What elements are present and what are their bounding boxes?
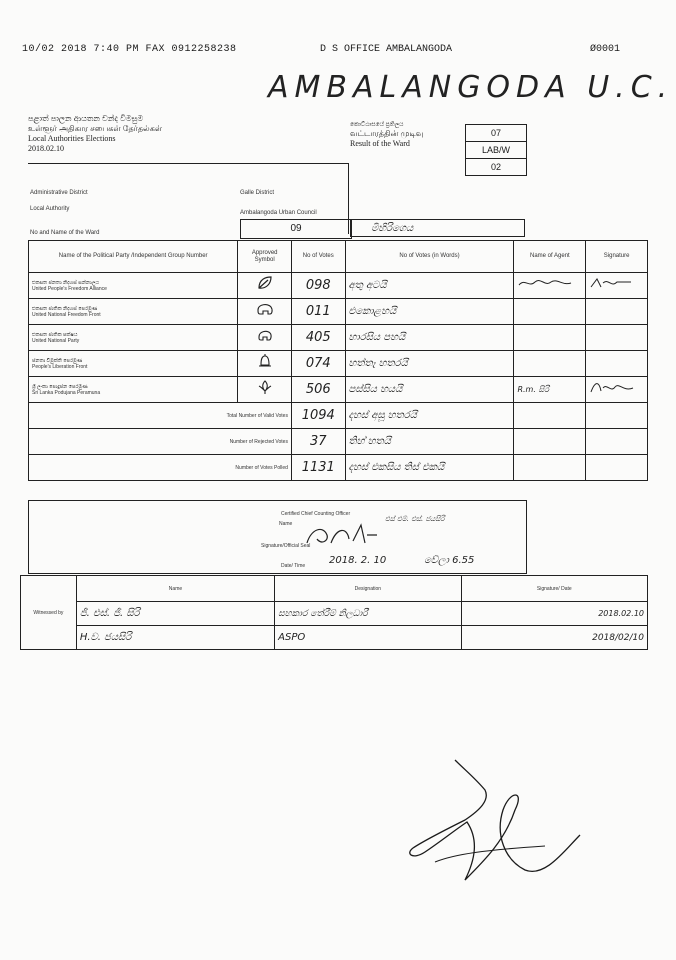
result-header — [350, 122, 423, 149]
party-name-si: ජනතා විමුක්ති පෙරමුණ — [32, 357, 83, 364]
date-time-label: Date/ Time — [281, 563, 306, 569]
party-name-si: එකසත ජාතික නිදහස් පෙරමුණ — [32, 305, 98, 312]
local-authority-value: Ambalangoda Urban Council — [240, 210, 317, 216]
party-row — [29, 325, 648, 351]
certified-date: 2018. 2. 10 — [329, 555, 387, 566]
officer-signature — [301, 521, 381, 551]
election-header-tamil: உள்ளூர் அதிகார சபைகள் தேர்தல்கள் — [28, 124, 163, 133]
party-votes-words: හත්තෑ හතරයි — [345, 351, 514, 377]
result-header-english: Result of the Ward — [350, 139, 410, 148]
admin-district-label: Administrative District — [30, 190, 88, 196]
witness-label: Witnessed by — [21, 576, 77, 650]
lotus-symbol-icon — [256, 379, 274, 395]
party-votes: 506 — [291, 377, 345, 403]
totals-label: Number of Rejected Votes — [29, 429, 292, 455]
signature-seal-label: Signature/Official Seal — [261, 543, 311, 549]
party-name-si: එකසත ජනතා නිදහස් සන්නාලය — [32, 279, 99, 286]
leaf-symbol-icon — [256, 275, 274, 291]
witness-row — [21, 602, 648, 626]
witness-date: 2018.02.10 — [461, 602, 647, 626]
admin-district-value: Galle District — [240, 190, 275, 196]
election-header-english: Local Authorities Elections — [28, 134, 116, 143]
col-header-agent: Name of Agent — [514, 241, 586, 273]
witness-date: 2018/02/10 — [461, 626, 647, 650]
ward-code-1: 07 — [466, 125, 527, 142]
ward-code-2: LAB/W — [466, 142, 527, 159]
elephant-symbol-icon — [256, 327, 274, 343]
signature-mark — [589, 379, 635, 395]
officer-stamp: එස් එම්. එස්. ජයසිරි — [385, 515, 445, 523]
witness-col-name: Name — [76, 576, 274, 602]
fax-office: D S OFFICE AMBALANGODA — [320, 44, 453, 55]
party-name-en: United People's Freedom Alliance — [32, 285, 107, 292]
witness-designation: සහකාර තේරීම් නිලධාරී — [275, 602, 461, 626]
fax-page-number: Ø0001 — [590, 44, 621, 55]
col-header-votes: No of Votes — [291, 241, 345, 273]
result-header-tamil: வட்டாரத்தின் முடிவு — [350, 129, 424, 138]
party-votes-words: අතු අටයි — [345, 273, 514, 299]
witness-col-designation: Designation — [275, 576, 461, 602]
totals-value: 1131 — [291, 455, 345, 481]
totals-row — [29, 455, 648, 481]
party-name-en: United National Party — [32, 337, 80, 344]
totals-words: දහස් එකසිය තිස් එකයි — [345, 455, 514, 481]
handwritten-title: AMBALANGODA U.C. — [268, 70, 674, 105]
totals-row — [29, 403, 648, 429]
totals-value: 1094 — [291, 403, 345, 429]
ward-code-3: 02 — [466, 159, 527, 176]
party-row — [29, 377, 648, 403]
totals-value: 37 — [291, 429, 345, 455]
witness-row — [21, 626, 648, 650]
party-votes: 074 — [291, 351, 345, 377]
col-header-party: Name of the Political Party /Independent Group Number — [29, 241, 238, 273]
party-row — [29, 351, 648, 377]
agent-name: R.m. සිරි — [514, 377, 586, 403]
party-name-en: Sri Lanka Podujana Peramuna — [32, 389, 101, 396]
party-row — [29, 273, 648, 299]
ward-number: 09 — [240, 219, 352, 239]
totals-row — [29, 429, 648, 455]
result-header-sinhala: කොට්ඨාසයේ ප්‍රතිලය — [350, 122, 404, 128]
election-header — [28, 114, 162, 154]
certified-label: Certified Chief Counting Officer — [281, 511, 351, 517]
witness-name: ජි. එස්. ජි. සිරි — [76, 602, 274, 626]
totals-words: තිහ් හතයි — [345, 429, 514, 455]
totals-label: Number of Votes Polled — [29, 455, 292, 481]
party-name-en: United National Freedom Front — [32, 311, 101, 318]
party-votes-words: පස්සිය හයයි — [345, 377, 514, 403]
certified-block — [28, 500, 527, 574]
name-label: Name — [279, 521, 293, 527]
signature-mark — [589, 276, 635, 290]
results-table — [28, 240, 648, 481]
party-row — [29, 299, 648, 325]
election-header-sinhala: පළාත් පාලන ආයතන චන්ද විමසුම — [28, 114, 144, 123]
totals-label: Total Number of Valid Votes — [29, 403, 292, 429]
party-votes-words: හාරසිය පහයි — [345, 325, 514, 351]
agent-signature — [517, 276, 573, 290]
party-name-si: ශ්‍රී ලංකා පොදුජන පෙරමුණ — [32, 383, 88, 390]
witness-designation: ASPO — [275, 626, 461, 650]
fax-datetime: 10/02 2018 7:40 PM FAX 0912258238 — [22, 44, 237, 55]
ward-label: No and Name of the Ward — [30, 230, 100, 236]
bell-symbol-icon — [256, 353, 274, 369]
ward-code-box — [465, 124, 527, 176]
party-votes-words: එකොළහයි — [345, 299, 514, 325]
witness-col-signature: Signature/ Date — [461, 576, 647, 602]
party-name-en: People's Liberation Front — [32, 363, 88, 370]
col-header-symbol: Approved Symbol — [238, 241, 292, 273]
elephant-symbol-icon — [256, 301, 274, 317]
witness-name: H.ව. ජයසිරි — [76, 626, 274, 650]
election-date: 2018.02.10 — [28, 144, 64, 153]
col-header-signature: Signature — [586, 241, 648, 273]
witness-table — [20, 575, 648, 650]
totals-words: දහස් අසූ හතරයි — [345, 403, 514, 429]
local-authority-label: Local Authority — [30, 206, 70, 212]
col-header-words: No of Votes (in Words) — [345, 241, 514, 273]
party-votes: 405 — [291, 325, 345, 351]
party-votes: 011 — [291, 299, 345, 325]
certified-time: වේලා 6.55 — [424, 555, 475, 566]
party-votes: 098 — [291, 273, 345, 299]
large-signature — [395, 750, 595, 910]
party-name-si: එකසත ජාතික පක්ෂය — [32, 331, 78, 338]
ward-name: මිහිරිගෙය — [350, 219, 525, 237]
